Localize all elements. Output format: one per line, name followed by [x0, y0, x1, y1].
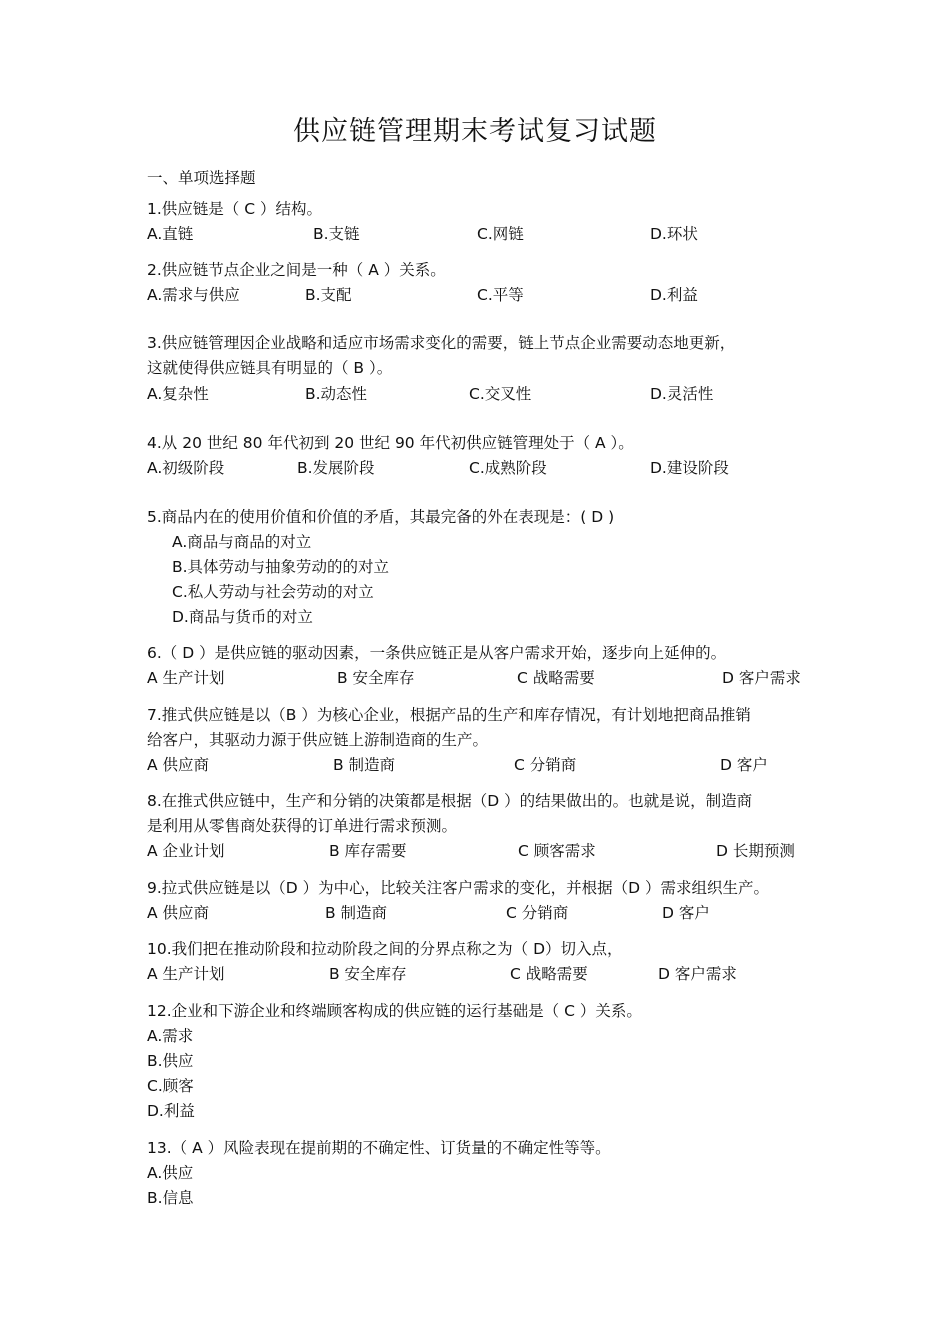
question-9-option-d: D 客户 — [662, 904, 710, 922]
question-2-option-a: A.需求与供应 — [147, 286, 240, 304]
question-1-option-c: C.网链 — [477, 225, 524, 243]
question-2-option-c: C.平等 — [477, 286, 524, 304]
question-1-option-d: D.环状 — [650, 225, 698, 243]
document-title: 供应链管理期末考试复习试题 — [293, 116, 657, 147]
question-10-option-c: C 战略需要 — [510, 965, 588, 983]
question-5-option-a: A.商品与商品的对立 — [172, 533, 312, 551]
question-10-option-d: D 客户需求 — [658, 965, 737, 983]
question-3-option-a: A.复杂性 — [147, 385, 209, 403]
question-2-option-b: B.支配 — [305, 286, 352, 304]
question-12-option-a: A.需求 — [147, 1027, 194, 1045]
question-5-option-c: C.私人劳动与社会劳动的对立 — [172, 583, 374, 601]
question-10-option-b: B 安全库存 — [329, 965, 407, 983]
question-10-option-a: A 生产计划 — [147, 965, 225, 983]
question-5-option-b: B.具体劳动与抽象劳动的的对立 — [172, 558, 390, 576]
question-9-option-a: A 供应商 — [147, 904, 210, 922]
question-10-stem: 10.我们把在推动阶段和拉动阶段之间的分界点称之为（ D）切入点， — [147, 940, 623, 958]
question-4-option-b: B.发展阶段 — [297, 459, 375, 477]
question-13-option-a: A.供应 — [147, 1164, 194, 1182]
question-2-stem: 2.供应链节点企业之间是一种（ A ）关系。 — [147, 261, 446, 279]
question-6-stem: 6.（ D ）是供应链的驱动因素，一条供应链正是从客户需求开始，逐步向上延伸的。 — [147, 644, 727, 662]
question-9-option-b: B 制造商 — [325, 904, 388, 922]
question-6-option-d: D 客户需求 — [722, 669, 801, 687]
question-1-stem: 1.供应链是（ C ）结构。 — [147, 200, 322, 218]
question-8-option-a: A 企业计划 — [147, 842, 225, 860]
question-8-option-d: D 长期预测 — [716, 842, 795, 860]
question-6-option-b: B 安全库存 — [337, 669, 415, 687]
question-3-option-c: C.交叉性 — [469, 385, 532, 403]
question-6-option-c: C 战略需要 — [517, 669, 595, 687]
question-12-stem: 12.企业和下游企业和终端顾客构成的供应链的运行基础是（ C ）关系。 — [147, 1002, 642, 1020]
question-8-stem-line-2: 是利用从零售商处获得的订单进行需求预测。 — [147, 817, 458, 835]
question-3-stem-line-2: 这就使得供应链具有明显的（ B ）。 — [147, 359, 393, 377]
question-9-option-c: C 分销商 — [506, 904, 569, 922]
question-4-option-d: D.建设阶段 — [650, 459, 729, 477]
question-4-stem: 4.从 20 世纪 80 年代初到 20 世纪 90 年代初供应链管理处于（ A ）。 — [147, 434, 634, 452]
question-3-stem-line-1: 3.供应链管理因企业战略和适应市场需求变化的需要，链上节点企业需要动态地更新， — [147, 334, 736, 352]
question-3-option-d: D.灵活性 — [650, 385, 714, 403]
question-4-option-c: C.成熟阶段 — [469, 459, 547, 477]
question-1-option-a: A.直链 — [147, 225, 194, 243]
question-5-option-d: D.商品与货币的对立 — [172, 608, 313, 626]
question-12-option-b: B.供应 — [147, 1052, 194, 1070]
question-5-stem: 5.商品内在的使用价值和价值的矛盾，其最完备的外在表现是：( D ) — [147, 508, 615, 526]
question-7-stem-line-1: 7.推式供应链是以（B ）为核心企业，根据产品的生产和库存情况，有计划地把商品推销 — [147, 706, 751, 724]
question-7-option-a: A 供应商 — [147, 756, 210, 774]
question-7-option-b: B 制造商 — [333, 756, 396, 774]
question-8-option-c: C 顾客需求 — [518, 842, 596, 860]
question-2-option-d: D.利益 — [650, 286, 698, 304]
question-7-stem-line-2: 给客户，其驱动力源于供应链上游制造商的生产。 — [147, 731, 489, 749]
question-1-option-b: B.支链 — [313, 225, 360, 243]
question-9-stem: 9.拉式供应链是以（D ）为中心，比较关注客户需求的变化，并根据（D ）需求组织生产。 — [147, 879, 770, 897]
question-7-option-d: D 客户 — [720, 756, 768, 774]
question-8-option-b: B 库存需要 — [329, 842, 407, 860]
question-12-option-c: C.顾客 — [147, 1077, 194, 1095]
question-12-option-d: D.利益 — [147, 1102, 195, 1120]
question-4-option-a: A.初级阶段 — [147, 459, 225, 477]
section-heading: 一、单项选择题 — [147, 169, 256, 187]
question-13-stem: 13.（ A ）风险表现在提前期的不确定性、订货量的不确定性等等。 — [147, 1139, 611, 1157]
question-7-option-c: C 分销商 — [514, 756, 577, 774]
question-3-option-b: B.动态性 — [305, 385, 368, 403]
question-13-option-b: B.信息 — [147, 1189, 194, 1207]
question-6-option-a: A 生产计划 — [147, 669, 225, 687]
question-8-stem-line-1: 8.在推式供应链中，生产和分销的决策都是根据（D ）的结果做出的。也就是说，制造商 — [147, 792, 753, 810]
